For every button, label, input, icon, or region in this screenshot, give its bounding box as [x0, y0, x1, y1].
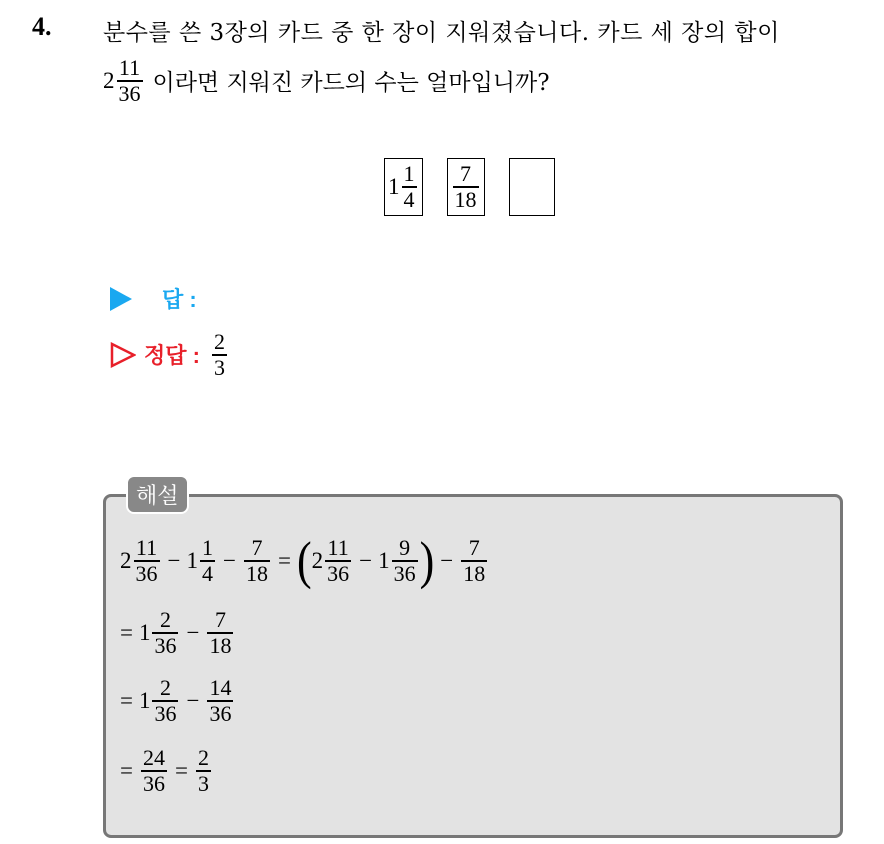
- sum-fraction: [103, 56, 145, 106]
- explanation-line-3: = 1 $\frac{2}{36}$ − $\frac{14}{36}$: [120, 675, 232, 726]
- cards-row: [384, 158, 555, 216]
- correct-answer-label: 정답 :: [144, 343, 200, 369]
- card-2-numerator: 7: [460, 161, 471, 187]
- correct-denominator: 3: [213, 354, 225, 380]
- card-1: [384, 158, 423, 216]
- question-text-line2: [103, 56, 550, 106]
- answer-row: [110, 283, 197, 314]
- question-text-line1: 분수를 쓴 3장의 카드 중 한 장이 지워졌습니다. 카드 세 장의 합이: [103, 20, 780, 46]
- sum-denominator: 36: [118, 80, 141, 106]
- card-1-whole: 1: [388, 174, 400, 199]
- explanation-line-1: 2 $\frac{11}{36}$ − 1 $\frac{1}{4}$ − $\frac{7}{18}$ = ( 2 $\frac{11}{36}$ − 1 $\frac{9}{36}$ ) − $\frac{7}{18}$: [120, 530, 486, 590]
- explanation-tag: 해설: [126, 475, 189, 514]
- card-2: [447, 158, 485, 216]
- answer-label: 답 :: [162, 287, 197, 312]
- triangle-filled-icon: [110, 287, 132, 311]
- card-3-erased: [509, 158, 555, 216]
- card-2-denominator: 18: [454, 186, 477, 212]
- question-text-rest: 이라면 지워진 카드의 수는 얼마입니까?: [152, 70, 550, 97]
- card-1-numerator: 1: [403, 161, 415, 187]
- correct-answer-row: [110, 330, 229, 380]
- left-paren: (: [296, 530, 312, 590]
- sum-whole: 2: [103, 67, 115, 93]
- sum-numerator: 11: [118, 55, 141, 80]
- question-number: 4.: [32, 12, 52, 41]
- card-1-denominator: 4: [403, 186, 415, 212]
- correct-numerator: 2: [213, 329, 225, 354]
- explanation-line-2: = 1 $\frac{2}{36}$ − $\frac{7}{18}$: [120, 607, 232, 658]
- triangle-outline-icon: [110, 342, 136, 368]
- right-paren: ): [419, 530, 435, 590]
- correct-answer-value: [212, 330, 227, 380]
- explanation-line-4: = $\frac{24}{36}$ = $\frac{2}{3}$: [120, 745, 209, 796]
